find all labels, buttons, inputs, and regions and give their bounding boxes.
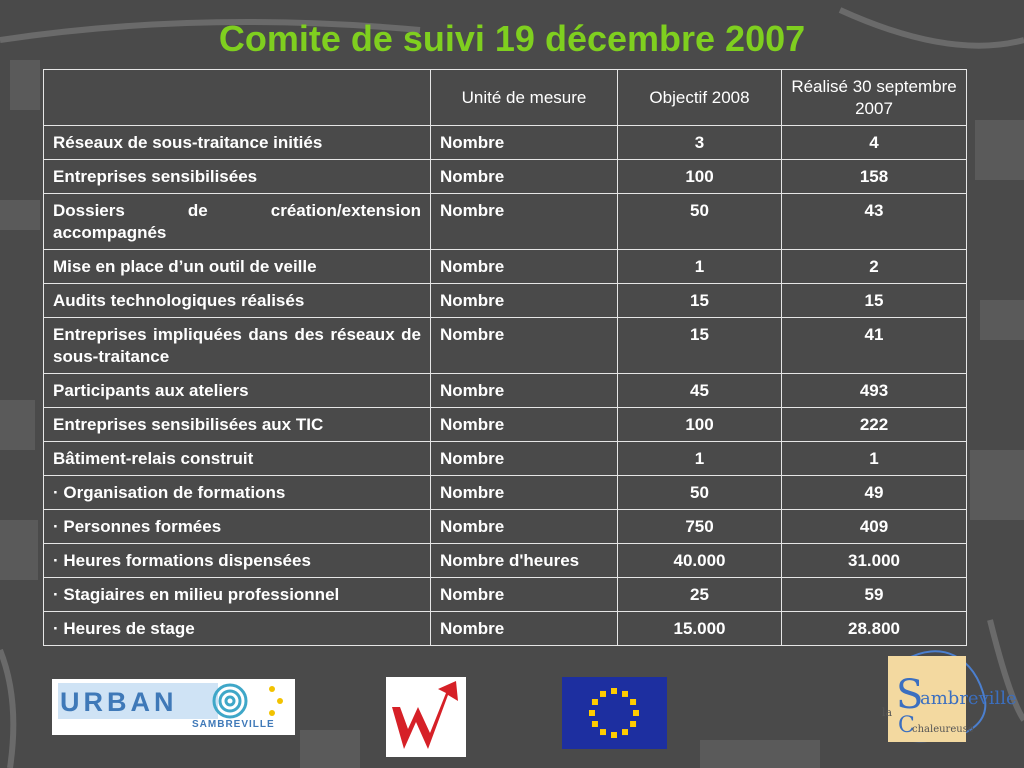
row-unit-cell: Nombre [431,612,618,646]
eu-star-icon [622,729,628,735]
table-row [44,578,967,612]
row-unit-cell: Nombre [431,578,618,612]
row-achieved-cell: 31.000 [782,544,967,578]
table-row [44,318,967,374]
row-objective-cell: 3 [618,126,782,160]
sam-logo-name: ambreville [920,688,1017,709]
row-objective-cell: 1 [618,250,782,284]
sam-logo-la: la [882,706,893,719]
row-label-cell: Entreprises sensibilisées [44,160,431,194]
row-achieved-cell: 49 [782,476,967,510]
table-row [44,476,967,510]
eu-star-icon [600,691,606,697]
row-achieved-cell: 59 [782,578,967,612]
row-unit-cell: Nombre [431,442,618,476]
row-objective-cell: 1 [618,442,782,476]
sam-logo-initial-c: C [898,713,915,738]
walloon-w-logo [386,677,466,757]
eu-star-icon [630,699,636,705]
row-unit-cell: Nombre [431,374,618,408]
eu-flag-logo [562,677,667,749]
row-achieved-cell: 2 [782,250,967,284]
row-label-cell: Dossiers de création/extension accompagnés [44,194,431,250]
urban-logo-sub: SAMBREVILLE [192,719,275,730]
table-row [44,126,967,160]
table-row [44,442,967,476]
row-objective-cell: 25 [618,578,782,612]
header-cell-unit: Unité de mesure [431,70,618,126]
row-unit-cell: Nombre [431,318,618,374]
row-objective-cell: 15 [618,284,782,318]
row-objective-cell: 15 [618,318,782,374]
row-label-cell: · Stagiaires en milieu professionnel [44,578,431,612]
urban-sambreville-logo [52,679,295,735]
table-row [44,408,967,442]
eu-star-icon [611,732,617,738]
row-objective-cell: 100 [618,408,782,442]
row-label-cell: · Heures formations dispensées [44,544,431,578]
eu-star-icon [611,688,617,694]
table-header-row [44,70,967,126]
header-cell-objective: Objectif 2008 [618,70,782,126]
table-row [44,250,967,284]
row-achieved-cell: 41 [782,318,967,374]
eu-star-icon [600,729,606,735]
row-achieved-cell: 15 [782,284,967,318]
row-objective-cell: 40.000 [618,544,782,578]
row-objective-cell: 100 [618,160,782,194]
table-row [44,374,967,408]
row-label-cell: Entreprises sensibilisées aux TIC [44,408,431,442]
row-objective-cell: 15.000 [618,612,782,646]
eu-star-icon [622,691,628,697]
row-achieved-cell: 493 [782,374,967,408]
row-label-cell: Bâtiment-relais construit [44,442,431,476]
row-achieved-cell: 222 [782,408,967,442]
row-label-cell: Participants aux ateliers [44,374,431,408]
table-row [44,160,967,194]
row-achieved-cell: 4 [782,126,967,160]
row-objective-cell: 750 [618,510,782,544]
row-achieved-cell: 28.800 [782,612,967,646]
row-label-cell: · Organisation de formations [44,476,431,510]
header-cell-achieved: Réalisé 30 septembre 2007 [782,70,967,126]
row-achieved-cell: 158 [782,160,967,194]
table-row [44,510,967,544]
row-objective-cell: 50 [618,194,782,250]
row-achieved-cell: 43 [782,194,967,250]
row-unit-cell: Nombre [431,510,618,544]
row-label-cell: · Personnes formées [44,510,431,544]
eu-star-icon [589,710,595,716]
sam-logo-tagline: chaleureuse [912,724,974,735]
row-unit-cell: Nombre [431,126,618,160]
row-objective-cell: 50 [618,476,782,510]
row-unit-cell: Nombre [431,476,618,510]
row-unit-cell: Nombre [431,194,618,250]
row-achieved-cell: 409 [782,510,967,544]
row-objective-cell: 45 [618,374,782,408]
row-label-cell: Mise en place d’un outil de veille [44,250,431,284]
eu-star-icon [630,721,636,727]
eu-star-icon [592,721,598,727]
header-cell-empty [44,70,431,126]
table-row [44,194,967,250]
row-unit-cell: Nombre [431,160,618,194]
sambreville-la-chaleureuse-logo [878,648,1018,748]
row-label-cell: · Heures de stage [44,612,431,646]
eu-star-icon [633,710,639,716]
row-unit-cell: Nombre [431,284,618,318]
table-row [44,612,967,646]
row-achieved-cell: 1 [782,442,967,476]
table-row [44,284,967,318]
row-label-cell: Audits technologiques réalisés [44,284,431,318]
table-row [44,544,967,578]
urban-logo-word: URBAN [60,687,178,717]
indicators-table [43,69,967,646]
page-title: Comite de suivi 19 décembre 2007 [218,18,806,59]
row-label-cell: Réseaux de sous-traitance initiés [44,126,431,160]
row-unit-cell: Nombre [431,408,618,442]
row-unit-cell: Nombre d'heures [431,544,618,578]
row-unit-cell: Nombre [431,250,618,284]
row-label-cell: Entreprises impliquées dans des réseaux de sous-traitance [44,318,431,374]
eu-star-icon [592,699,598,705]
sam-logo-initial-s: S [896,672,924,718]
